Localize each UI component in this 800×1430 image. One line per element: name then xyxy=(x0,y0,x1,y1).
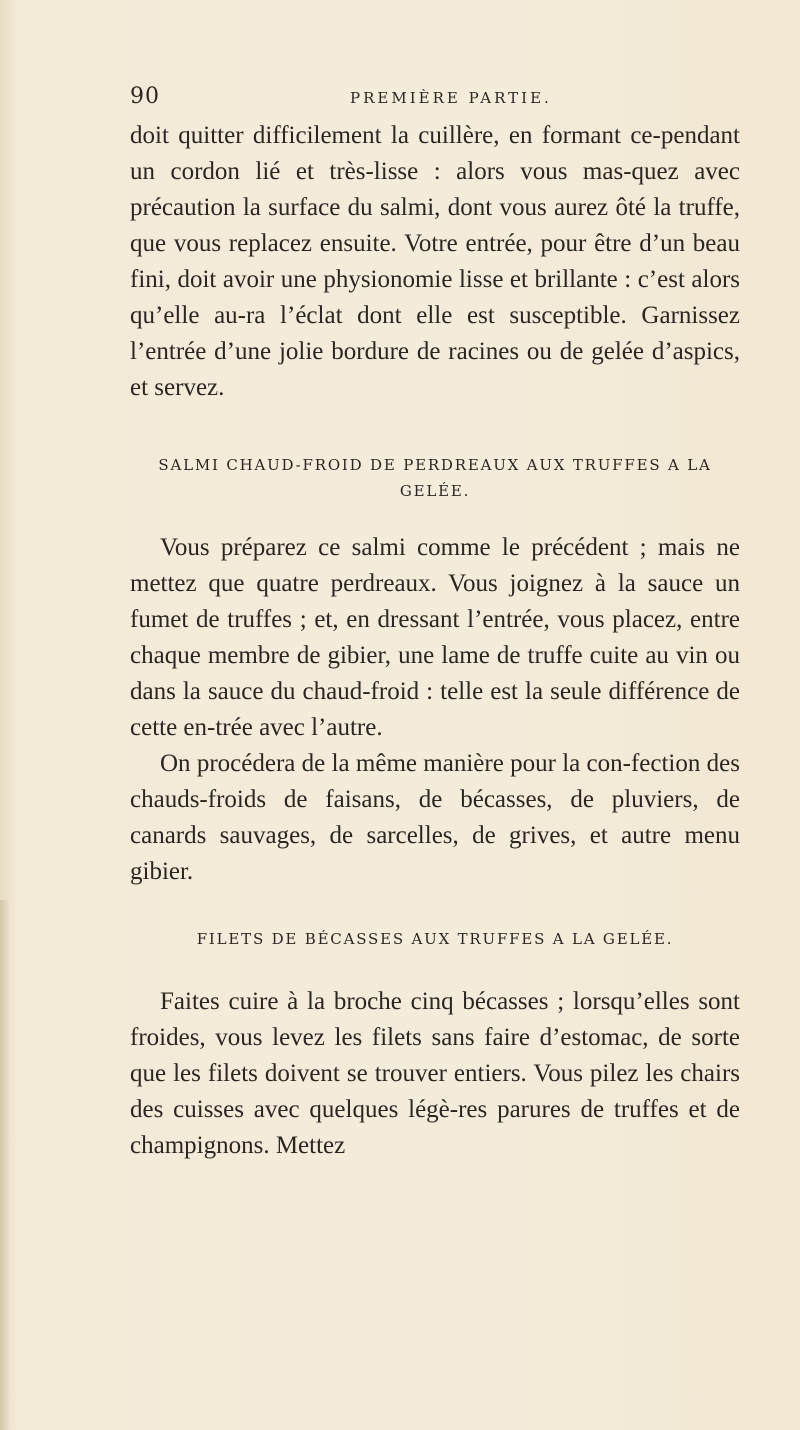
paragraph-filets: Faites cuire à la broche cinq bécasses ; lorsqu’elles sont froides, vous levez les filets sans faire d’estomac, de sorte que les filets doivent se trouver entiers. Vous pilez les chairs des cuisses avec quelques légè-res parures de truffes et de champignons. Mettez xyxy=(130,988,740,1159)
page-number: 90 xyxy=(130,84,160,109)
page-content xyxy=(130,118,740,1164)
section-title-filets: FILETS DE BÉCASSES AUX TRUFFES A LA GELÉE. xyxy=(196,930,674,948)
paragraph-salmi: Vous préparez ce salmi comme le précédent ; mais ne mettez que quatre perdreaux. Vous joignez à la sauce un fumet de truffes ; et, en dressant l’entrée, vous placez, entre chaque membre de gibier, une lame de truffe cuite au vin ou dans la sauce du chaud-froid : telle est la seule différence de cette en-trée avec l’autre. xyxy=(130,534,740,741)
section-title-salmi: SALMI CHAUD-FROID DE PERDREAUX AUX TRUFFES A LA GELÉE. xyxy=(158,456,712,500)
paragraph-continuation: doit quitter difficilement la cuillère, en formant ce-pendant un cordon lié et très-lisse : alors vous mas-quez avec précaution la surface du salmi, dont vous aurez ôté la truffe, que vous replacez ensuite. Votre entrée, pour être d’un beau fini, doit avoir une physionomie lisse et brillante : c’est alors qu’elle au-ra l’éclat dont elle est susceptible. Garnissez l’entrée d’une jolie bordure de racines ou de gelée d’aspics, et servez. xyxy=(130,122,740,401)
running-head: PREMIÈRE PARTIE. xyxy=(350,89,552,107)
page-edge-shadow xyxy=(0,900,10,1430)
page-header xyxy=(130,84,730,118)
paragraph-variations: On procédera de la même manière pour la con-fection des chauds-froids de faisans, de bécasses, de pluviers, de canards sauvages, de sarcelles, de grives, et autre menu gibier. xyxy=(130,750,740,885)
